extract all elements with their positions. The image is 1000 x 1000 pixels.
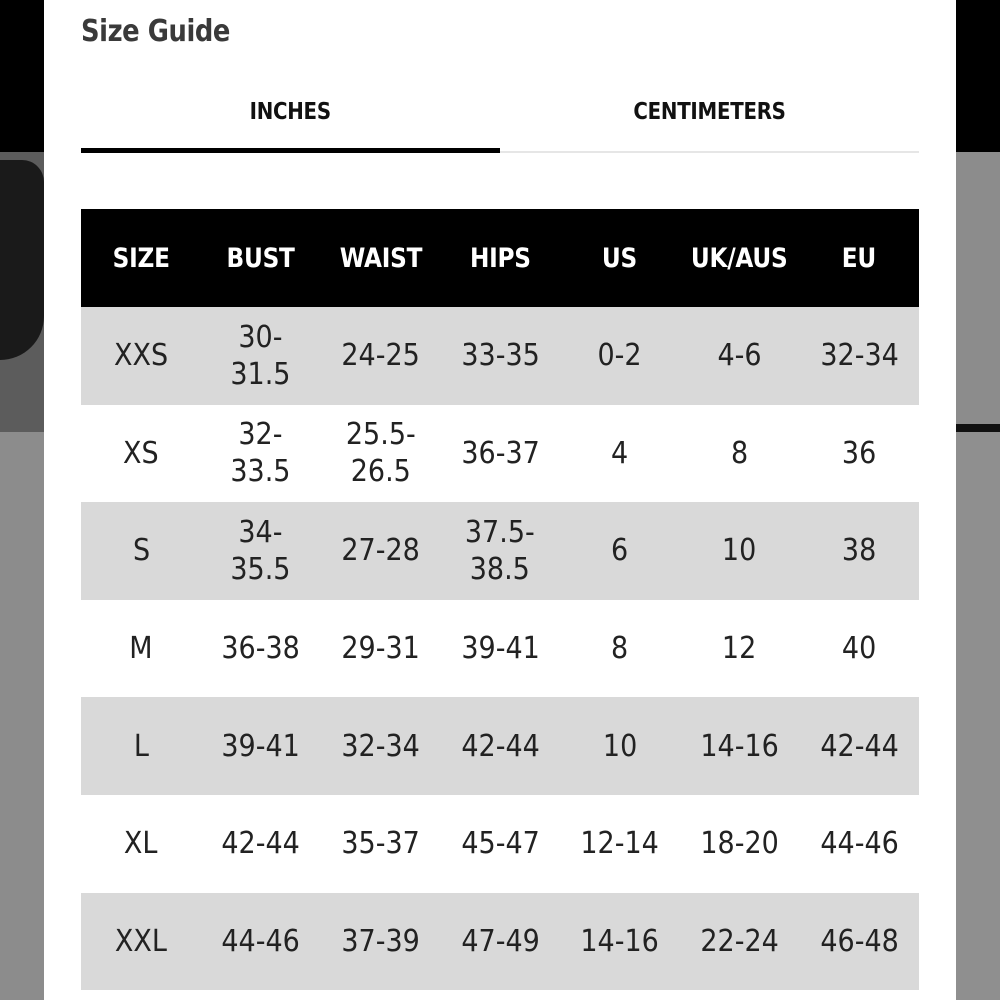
table-cell bbox=[560, 600, 680, 698]
cell-value: 4-6 bbox=[717, 338, 762, 374]
cell-value: 42-44 bbox=[819, 728, 899, 764]
table-cell bbox=[440, 893, 560, 991]
table-cell bbox=[680, 893, 800, 991]
table-cell bbox=[321, 405, 441, 503]
cell-value: 32-34 bbox=[341, 728, 420, 764]
cell-value: 14-16 bbox=[700, 728, 779, 764]
table-row bbox=[81, 502, 919, 600]
table-cell bbox=[321, 502, 441, 600]
column-header-hips bbox=[440, 209, 560, 307]
table-cell bbox=[440, 307, 560, 405]
cell-value: 6 bbox=[611, 533, 629, 569]
table-cell bbox=[680, 697, 800, 795]
cell-value: 22-24 bbox=[700, 923, 779, 959]
background-right-divider bbox=[956, 424, 1000, 432]
cell-value: 30- 31.5 bbox=[230, 319, 291, 392]
size-table bbox=[81, 209, 919, 990]
tab-centimeters-label: CENTIMETERS bbox=[633, 99, 786, 125]
cell-value: 39-41 bbox=[460, 631, 540, 667]
table-cell bbox=[201, 307, 321, 405]
table-cell bbox=[440, 795, 560, 893]
table-cell bbox=[799, 893, 919, 991]
table-cell bbox=[799, 405, 919, 503]
table-cell bbox=[680, 795, 800, 893]
column-header-bust bbox=[201, 209, 321, 307]
table-cell bbox=[201, 405, 321, 503]
cell-value: S bbox=[132, 533, 150, 569]
table-row bbox=[81, 307, 919, 405]
tab-inches[interactable] bbox=[81, 70, 500, 154]
table-row bbox=[81, 893, 919, 991]
size-guide-modal bbox=[44, 0, 956, 1000]
cell-value: 29-31 bbox=[341, 631, 420, 667]
table-cell bbox=[560, 502, 680, 600]
background-right-lower bbox=[956, 432, 1000, 1000]
table-cell bbox=[560, 697, 680, 795]
cell-value: 18-20 bbox=[700, 826, 779, 862]
background-left-figure bbox=[0, 160, 44, 360]
table-cell bbox=[321, 600, 441, 698]
table-cell bbox=[201, 795, 321, 893]
table-cell bbox=[799, 307, 919, 405]
table-cell bbox=[81, 697, 201, 795]
table-cell bbox=[799, 502, 919, 600]
cell-value: 46-48 bbox=[819, 923, 899, 959]
cell-value: 44-46 bbox=[221, 923, 301, 959]
cell-value: 10 bbox=[602, 728, 637, 764]
table-cell bbox=[81, 600, 201, 698]
table-cell bbox=[680, 307, 800, 405]
cell-value: XXL bbox=[115, 923, 168, 959]
column-header-label: BUST bbox=[226, 242, 295, 274]
column-header-label: UK/AUS bbox=[691, 242, 788, 274]
cell-value: 42-44 bbox=[221, 826, 301, 862]
table-cell bbox=[321, 697, 441, 795]
column-header-label: US bbox=[602, 242, 638, 274]
table-cell bbox=[81, 307, 201, 405]
tab-inches-label: INCHES bbox=[249, 99, 332, 125]
cell-value: 38 bbox=[841, 533, 877, 569]
cell-value: 27-28 bbox=[341, 533, 420, 569]
cell-value: XL bbox=[124, 826, 158, 862]
cell-value: 40 bbox=[841, 631, 877, 667]
table-row bbox=[81, 697, 919, 795]
cell-value: 4 bbox=[611, 435, 629, 471]
cell-value: 37.5- 38.5 bbox=[465, 514, 536, 587]
cell-value: 39-41 bbox=[221, 728, 301, 764]
table-cell bbox=[680, 405, 800, 503]
cell-value: 0-2 bbox=[597, 338, 642, 374]
cell-value: 35-37 bbox=[341, 826, 420, 862]
table-cell bbox=[560, 307, 680, 405]
column-header-eu bbox=[799, 209, 919, 307]
table-cell bbox=[440, 502, 560, 600]
cell-value: 36 bbox=[841, 435, 877, 471]
cell-value: 37-39 bbox=[341, 923, 420, 959]
table-cell bbox=[440, 405, 560, 503]
column-header-uk-aus bbox=[680, 209, 800, 307]
table-cell bbox=[201, 600, 321, 698]
cell-value: 36-37 bbox=[460, 435, 540, 471]
cell-value: 25.5- 26.5 bbox=[345, 417, 416, 490]
cell-value: 33-35 bbox=[460, 338, 540, 374]
table-cell bbox=[680, 600, 800, 698]
table-cell bbox=[560, 795, 680, 893]
cell-value: 36-38 bbox=[221, 631, 301, 667]
cell-value: 8 bbox=[611, 631, 629, 667]
table-cell bbox=[440, 600, 560, 698]
table-cell bbox=[799, 600, 919, 698]
cell-value: M bbox=[129, 631, 153, 667]
cell-value: 32- 33.5 bbox=[230, 417, 291, 490]
table-row bbox=[81, 600, 919, 698]
table-row bbox=[81, 795, 919, 893]
table-cell bbox=[201, 502, 321, 600]
cell-value: 45-47 bbox=[460, 826, 540, 862]
cell-value: XS bbox=[123, 435, 159, 471]
table-cell bbox=[321, 893, 441, 991]
column-header-us bbox=[560, 209, 680, 307]
column-header-label: SIZE bbox=[112, 242, 170, 274]
table-cell bbox=[440, 697, 560, 795]
table-cell bbox=[201, 893, 321, 991]
column-header-size bbox=[81, 209, 201, 307]
table-row bbox=[81, 405, 919, 503]
cell-value: 34- 35.5 bbox=[230, 514, 291, 587]
table-cell bbox=[81, 502, 201, 600]
cell-value: 24-25 bbox=[341, 338, 420, 374]
column-header-label: EU bbox=[842, 242, 877, 274]
cell-value: 12 bbox=[722, 631, 757, 667]
table-cell bbox=[560, 893, 680, 991]
cell-value: 44-46 bbox=[819, 826, 899, 862]
table-body bbox=[81, 307, 919, 990]
table-cell bbox=[321, 795, 441, 893]
table-cell bbox=[799, 795, 919, 893]
cell-value: 47-49 bbox=[460, 923, 540, 959]
background-left-lower bbox=[0, 432, 44, 1000]
table-cell bbox=[560, 405, 680, 503]
table-cell bbox=[680, 502, 800, 600]
column-header-label: HIPS bbox=[469, 242, 531, 274]
cell-value: XXS bbox=[113, 338, 169, 374]
cell-value: 32-34 bbox=[819, 338, 899, 374]
table-cell bbox=[799, 697, 919, 795]
cell-value: 14-16 bbox=[580, 923, 660, 959]
cell-value: 42-44 bbox=[460, 728, 540, 764]
column-header-waist bbox=[321, 209, 441, 307]
unit-tabs bbox=[81, 70, 919, 154]
table-cell bbox=[81, 893, 201, 991]
background-right bbox=[956, 152, 1000, 427]
cell-value: L bbox=[133, 728, 149, 764]
table-cell bbox=[201, 697, 321, 795]
column-header-label: WAIST bbox=[339, 242, 422, 274]
table-cell bbox=[81, 795, 201, 893]
tab-centimeters[interactable] bbox=[500, 70, 919, 154]
table-cell bbox=[321, 307, 441, 405]
table-cell bbox=[81, 405, 201, 503]
modal-title: Size Guide bbox=[81, 14, 230, 49]
cell-value: 12-14 bbox=[580, 826, 660, 862]
table-header-row bbox=[81, 209, 919, 307]
active-tab-indicator bbox=[81, 148, 500, 153]
cell-value: 10 bbox=[722, 533, 757, 569]
cell-value: 8 bbox=[730, 435, 749, 471]
